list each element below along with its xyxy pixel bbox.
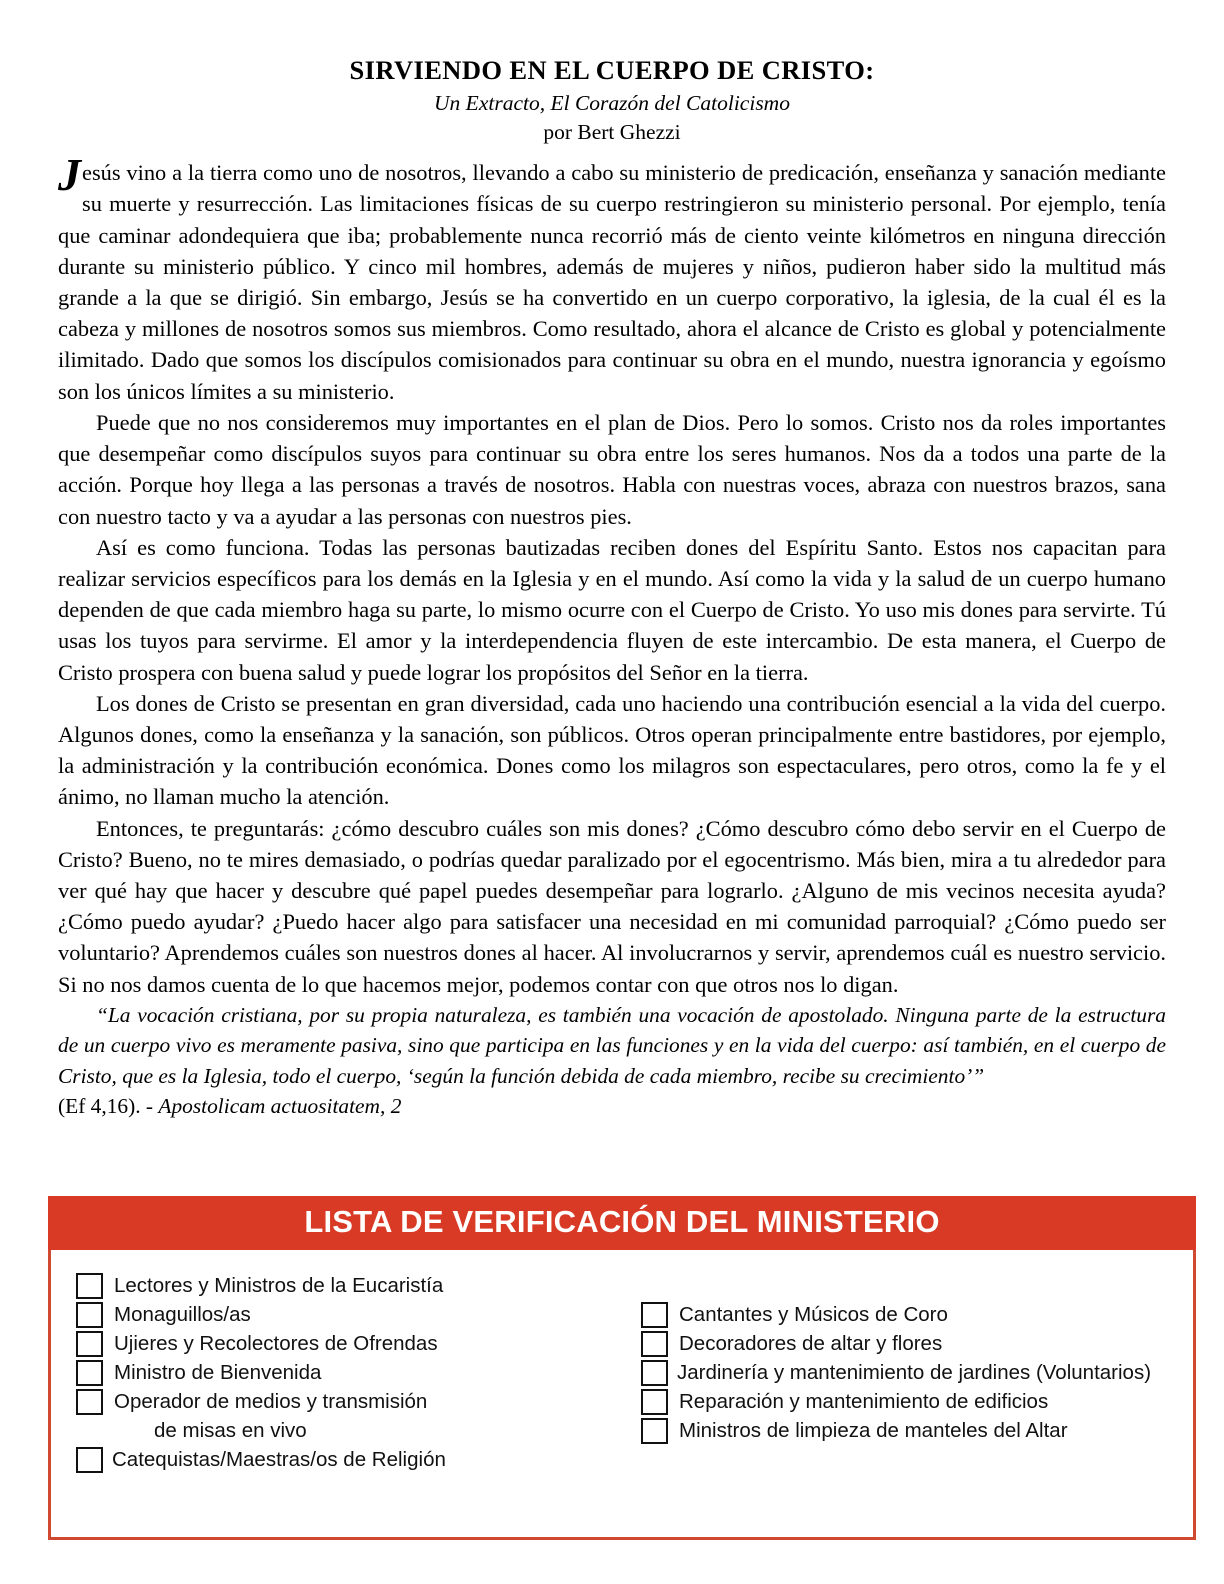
list-item-label: Ministro de Bienvenida [114,1361,322,1385]
list-item-label: Jardinería y mantenimiento de jardines (Voluntarios) [677,1361,1152,1385]
checkbox-icon[interactable] [76,1447,103,1473]
checkbox-icon[interactable] [641,1360,668,1386]
list-item-label: Lectores y Ministros de la Eucaristía [114,1274,444,1298]
list-item-label: Monaguillos/as [114,1303,251,1327]
paragraph-4: Los dones de Cristo se presentan en gran diversidad, cada uno haciendo una contribución esencial a la vida del cuerpo. Algunos dones, como la enseñanza y la sanación, son públicos. Otros operan principalmente entre bastidores, por ejemplo, la administración y la contribución económica. Dones como los milagros son espectaculares, pero otros, como la fe y el ánimo, no llaman mucho la atención. [58,690,1166,810]
document-subtitle: Un Extracto, El Corazón del Catolicismo [434,90,790,115]
list-item[interactable] [76,1301,616,1330]
list-item[interactable] [76,1446,616,1475]
article-body [58,149,1166,1121]
quote-citation-source: Apostolicam actuositatem, 2 [158,1094,402,1119]
quote-citation-scripture: (Ef 4,16). - [58,1094,159,1119]
checklist-column-left [76,1272,616,1475]
list-item-label: Decoradores de altar y flores [679,1332,943,1356]
page-title: SIRVIENDO EN EL CUERPO DE CRISTO: [349,55,875,85]
paragraph-1-text: esús vino a la tierra como uno de nosotros, llevando a cabo su ministerio de predicación, enseñanza y sanación mediante su muerte y resurrección. Las limitaciones físicas de su cuerpo restringieron su ministerio personal. Por ejemplo, tenía que caminar adondequiera que iba; probablemente nunca recorrió más de ciento veinte kilómetros en ninguna dirección durante su ministerio público. Y cinco mil hombres, además de mujeres y niños, pudieron haber sido la multitud más grande a la que se dirigió. Sin embargo, Jesús se ha convertido en un cuerpo corporativo, la iglesia, de la cual él es la cabeza y millones de nosotros somos sus miembros. Como resultado, ahora el alcance de Cristo es global y potencialmente ilimitado. Dado que somos los discípulos comisionados para continuar su obra en el mundo, nuestra ignorancia y egoísmo son los únicos límites a su ministerio. [58,160,1166,404]
column-spacer [641,1272,1186,1301]
checkbox-icon[interactable] [76,1360,103,1386]
list-item-label: Ministros de limpieza de manteles del Altar [679,1419,1068,1443]
drop-cap: J [58,149,81,201]
checkbox-icon[interactable] [76,1302,103,1328]
checkbox-icon[interactable] [76,1389,103,1415]
list-item[interactable] [76,1388,616,1417]
checkbox-icon[interactable] [641,1418,668,1444]
list-item-label-continuation: de misas en vivo [154,1419,307,1443]
checklist-body [48,1250,1196,1540]
checkbox-icon[interactable] [76,1273,103,1299]
checkbox-icon[interactable] [76,1331,103,1357]
list-item[interactable] [641,1330,1186,1359]
checkbox-icon[interactable] [641,1331,668,1357]
paragraph-3: Así es como funciona. Todas las personas bautizadas reciben dones del Espíritu Santo. Estos nos capacitan para realizar servicios específicos para los demás en la Iglesia y en el mundo. Así como la vida y la salud de un cuerpo humano dependen de que cada miembro haga su parte, lo mismo ocurre con el Cuerpo de Cristo. Yo uso mis dones para servirte. Tú usas los tuyos para servirme. El amor y la interdependencia fluyen de este intercambio. De esta manera, el Cuerpo de Cristo prospera con buena salud y puede lograr los propósitos del Señor en la tierra. [58,534,1166,685]
paragraph-1 [58,149,1166,407]
ministry-checklist-panel [48,1196,1196,1540]
checkbox-icon[interactable] [641,1389,668,1415]
list-item-label: Operador de medios y transmisión [114,1390,428,1414]
list-item[interactable] [641,1417,1186,1446]
paragraph-5: Entonces, te preguntarás: ¿cómo descubro cuáles son mis dones? ¿Cómo descubro cómo debo servir en el Cuerpo de Cristo? Bueno, no te mires demasiado, o podrías quedar paralizado por el egocentrismo. Más bien, mira a tu alrededor para ver qué hay que hacer y descubre qué papel puedes desempeñar para lograrlo. ¿Alguno de mis vecinos necesita ayuda? ¿Cómo puedo ayudar? ¿Puedo hacer algo para satisfacer una necesidad en mi comunidad parroquial? ¿Cómo puedo ser voluntario? Aprendemos cuáles son nuestros dones al hacer. Al involucrarnos y servir, aprendemos cuál es nuestro servicio. Si no nos damos cuenta de lo que hacemos mejor, podemos contar con que otros nos lo digan. [58,815,1166,997]
quote-citation [58,1091,1166,1122]
checklist-column-right [641,1272,1186,1446]
title-block [58,0,1166,146]
list-item-label: Ujieres y Recolectores de Ofrendas [114,1332,438,1356]
list-item[interactable] [641,1301,1186,1330]
list-item[interactable] [76,1359,616,1388]
checklist-banner-title: LISTA DE VERIFICACIÓN DEL MINISTERIO [48,1196,1196,1250]
list-item-label: Cantantes y Músicos de Coro [679,1303,948,1327]
pull-quote: “La vocación cristiana, por su propia naturaleza, es también una vocación de apostolado. Ninguna parte de la estructura de un cuerpo vivo es meramente pasiva, sino que participa en las funciones y en la vida del cuerpo: así también, en el cuerpo de Cristo, que es la Iglesia, todo el cuerpo, ‘según la función debida de cada miembro, recibe su crecimiento’” [58,1002,1166,1088]
list-item[interactable] [641,1359,1186,1388]
list-item[interactable] [76,1272,616,1301]
checkbox-icon[interactable] [641,1302,668,1328]
document-byline: por Bert Ghezzi [543,120,681,145]
list-item-label: Catequistas/Maestras/os de Religión [112,1448,446,1472]
list-item[interactable] [641,1388,1186,1417]
paragraph-2: Puede que no nos consideremos muy importantes en el plan de Dios. Pero lo somos. Cristo nos da roles importantes que desempeñar como discípulos suyos para continuar su obra entre los seres humanos. Nos da a todos una parte de la acción. Porque hoy llega a las personas a través de nosotros. Habla con nuestras voces, abraza con nuestros brazos, sana con nuestro tacto y va a ayudar a las personas con nuestros pies. [58,409,1166,529]
list-item-label: Reparación y mantenimiento de edificios [679,1390,1049,1414]
list-item[interactable] [76,1330,616,1359]
